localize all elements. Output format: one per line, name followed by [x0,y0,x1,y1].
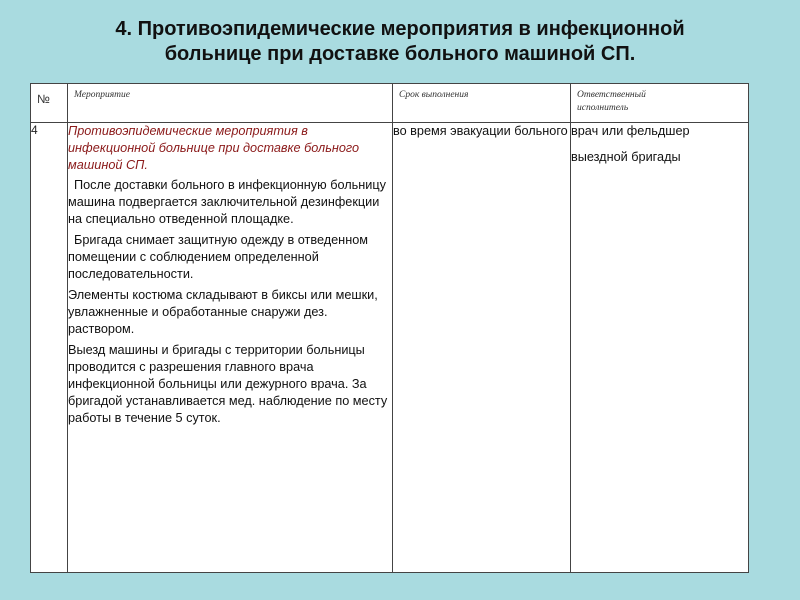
responsible-line-2: выездной бригады [571,150,681,164]
header-deadline-label: Срок выполнения [399,90,469,100]
row-responsible [571,123,749,573]
measures-table [30,83,749,573]
slide-title-line-2: больнице при доставке больного машиной СП. [164,43,636,65]
row-action [68,123,393,573]
slide-title [40,17,760,67]
header-responsible-label [571,84,748,117]
header-responsible-line-1: Ответственный [577,90,646,100]
action-paragraph-2: Бригада снимает защитную одежду в отведенном помещении с соблюдением определенной последовательности. [68,233,368,281]
action-paragraph-1: После доставки больного в инфекционную больницу машина подвергается заключительной дезинфекции на специально отведенной площадке. [68,178,386,226]
action-paragraph-4: Выезд машины и бригады с территории больницы проводится с разрешения главного врача инфекционной больницы или дежурного врача. За бригадой устанавливается мед. наблюдение по месту работы в течение 5 суток. [68,343,388,425]
row-deadline: во время эвакуации больного [393,123,571,573]
header-deadline [393,84,571,123]
header-action [68,84,393,123]
header-action-label: Мероприятие [74,90,130,100]
header-responsible-line-2: исполнитель [577,103,629,113]
header-num [31,84,68,123]
slide-title-line-1: 4. Противоэпидемические мероприятия в инфекционной [115,18,685,40]
responsible-line-1: врач или фельдшер [571,124,690,138]
header-responsible [571,84,749,123]
row-num: 4 [31,123,68,573]
action-heading: Противоэпидемические мероприятия в инфекционной больнице при доставке больного машиной СП. [68,124,360,172]
table-header-row [31,84,749,123]
header-num-label: № [37,92,50,106]
table-row [31,123,749,573]
action-paragraph-3: Элементы костюма складывают в биксы или мешки, увлажненные и обработанные снаружи дез. раствором. [68,288,378,336]
